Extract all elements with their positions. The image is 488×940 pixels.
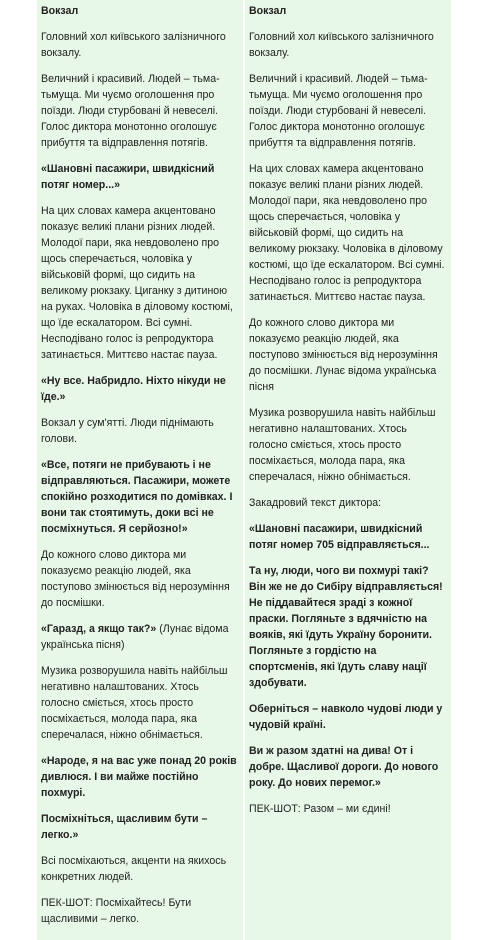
right-paragraph: Оберніться – навколо чудові люди у чудовій країні. bbox=[249, 703, 443, 731]
left-paragraph: ПЕК-ШОТ: Посміхайтесь! Бути щасливими – легко. bbox=[41, 897, 192, 925]
left-paragraph: Посміхніться, щасливим бути – легко.» bbox=[41, 813, 208, 841]
left-column bbox=[37, 0, 243, 940]
left-paragraph bbox=[41, 621, 239, 653]
left-paragraph: До кожного слово диктора ми показуємо реакцію людей, яка поступово змінюється від нерозуміння до посмішки. bbox=[41, 549, 230, 609]
left-paragraph: «Все, потяги не прибувають і не відправляються. Пасажири, можете спокійно розходитися по домівках. І вони так стоятимуть, доки всі не посміхнуться. Я серйозно!» bbox=[41, 459, 233, 535]
right-paragraph: «Шановні пасажири, швидкісний потяг номер 705 відправляється... bbox=[249, 523, 430, 551]
left-paragraph-bold-part: «Гаразд, а якщо так?» bbox=[41, 623, 157, 635]
right-paragraph: Ви ж разом здатні на дива! От і добре. Щасливої дороги. До нового року. До нових перемог.» bbox=[249, 745, 439, 789]
right-paragraph: Та ну, люди, чого ви похмурі такі? Він же не до Сибіру відправляється! Не піддавайтеся зраді з кожної праски. Погляньте з вдячністю на вояків, які їдуть Україну боронити. Погляньте з гордістю на спортсменів, які їдуть славу нації здобувати. bbox=[249, 565, 443, 689]
left-paragraph: «Шановні пасажири, швидкісний потяг номер...» bbox=[41, 163, 215, 191]
comparison-table bbox=[37, 0, 451, 940]
left-paragraph: Величний і красивий. Людей – тьма-тьмуща. Ми чуємо оголошення про поїзди. Люди стурбовані й невеселі. Голос диктора монотонно оголошує прибуття та відправлення потягів. bbox=[41, 73, 220, 149]
left-paragraph: Вокзал у сум'ятті. Люди піднімають голови. bbox=[41, 417, 214, 445]
right-paragraph: Закадровий текст диктора: bbox=[249, 497, 382, 509]
right-paragraph: Головний хол київського залізничного вокзалу. bbox=[249, 31, 434, 59]
left-paragraph: «Ну все. Набридло. Ніхто нікуди не їде.» bbox=[41, 375, 226, 403]
right-column bbox=[245, 0, 451, 940]
right-paragraph: Величний і красивий. Людей – тьма-тьмуща. Ми чуємо оголошення про поїзди. Люди стурбовані й невеселі. Голос диктора монотонно оголошує прибуття та відправлення потягів. bbox=[249, 73, 428, 149]
right-paragraph: До кожного слово диктора ми показуємо реакцію людей, яка поступово змінюється від нерозуміння до посмішки. Лунає відома українська пісня bbox=[249, 317, 438, 393]
left-paragraph-rest-part: (Лунає відома українська пісня) bbox=[41, 623, 229, 651]
left-paragraph: Всі посміхаються, акценти на якихось конкретних людей. bbox=[41, 855, 227, 883]
left-paragraphs bbox=[41, 29, 239, 927]
left-column-title: Вокзал bbox=[41, 5, 79, 17]
left-paragraph: «Народе, я на вас уже понад 20 років дивлюся. І ви майже постійно похмурі. bbox=[41, 755, 237, 799]
left-paragraph: Музика розворушила навіть найбільш негативно налаштованих. Хтось голосно сміється, хтось просто посміхається, молода пара, яка сперечалася, ніжно обнімається. bbox=[41, 665, 228, 741]
right-paragraph: Музика розворушила навіть найбільш негативно налаштованих. Хтось голосно сміється, хтось просто посміхається, молода пара, яка сперечалася, ніжно обнімається. bbox=[249, 407, 436, 483]
right-column-title: Вокзал bbox=[249, 5, 287, 17]
right-paragraph: ПЕК-ШОТ: Разом – ми єдині! bbox=[249, 803, 391, 815]
right-paragraph: На цих словах камера акцентовано показує великі плани різних людей. Молодої пари, яка невдоволено про щось сперечається, чоловіка у військовій формі, що сидить на великому рюкзаку. Чоловіка в діловому костюмі, що їде ескалатором. Всі сумні. Несподівано голос із репродуктора затинається. Миттєво настає пауза. bbox=[249, 163, 445, 303]
left-paragraph: На цих словах камера акцентовано показує великі плани різних людей. Молодої пари, яка невдоволено про щось сперечається, чоловіка у військовій формі, що сидить на великому рюкзаку. Циганку з дитиною на руках. Чоловіка в діловому костюмі, що їде ескалатором. Всі сумні. Несподівано голос із репродуктора затинається. Миттєво настає пауза. bbox=[41, 205, 233, 361]
left-paragraph: Головний хол київського залізничного вокзалу. bbox=[41, 31, 226, 59]
right-paragraphs bbox=[249, 29, 447, 817]
